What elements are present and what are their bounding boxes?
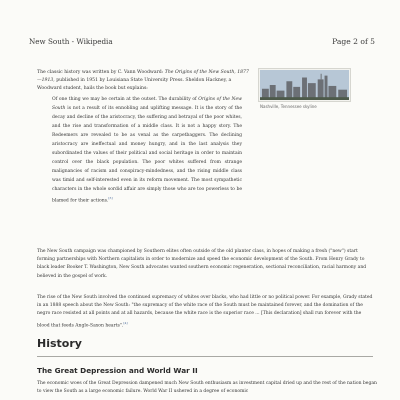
depression-wwii-subheading: The Great Depression and World War II [37, 366, 198, 375]
intro-paragraph [37, 69, 253, 94]
document-title: New South - Wikipedia [29, 37, 113, 46]
intro-text-end: , published in 1951 by Louisiana State University Press. Sheldon Hackney, a Woodward student, hails the book but explains: [37, 78, 232, 92]
block-quote [52, 95, 242, 206]
ground-strip [260, 97, 349, 100]
new-south-campaign-paragraph: The New South campaign was championed by Southern elites often outside of the old planter class, in hopes of making a fresh ("new") start forming partnerships with Northern capitalists in order to modernize and speed the economic development of the South. From Henry Grady to black leader Booker T. Washington, New South advocates wanted southern economic regeneration, sectional reconciliation, racial harmony and believed in the gospel of work. [37, 249, 367, 279]
quote-book-title: Origins of the New South [52, 97, 242, 111]
page-indicator: Page 2 of 5 [332, 37, 375, 46]
heading-divider [37, 356, 373, 357]
citation-4-link[interactable]: [4] [123, 320, 128, 325]
history-heading: History [37, 337, 82, 350]
quote-text-end: is not a result of its ennobling and uplifting message. It is the story of the decay and decline of the aristocracy, the suffering and betrayal of the poor whites, and the rise and transformation of a middle class. It is not a happy story. The Redeemers are revealed to be as venal as the carpetbaggers. The declining aristocracy are ineffectual and money hungry, and in the last analysis they subordinated the values of their political and social heritage in order to maintain control over the black population. The poor whites suffered from strange malignancies of racism and conspiracy-mindedness, and the rising middle class was timid and self-interested even in its reform movement. The most sympathetic characters in the whole sordid affair are simply those who are too powerless to be blamed for their actions. [52, 106, 242, 204]
image-caption: Nashville, Tennessee skyline [260, 104, 317, 109]
citation-3-link[interactable]: [3] [108, 196, 113, 200]
paragraph2-text: The rise of the New South involved the continued supremacy of whites over blacks, who had little or no political power. For example, Grady stated in an 1888 speech about the New South: "the supremacy of the white race of the South must be maintained forever, and the domination of the negro race resisted at all points and at all hazards, because the white race is the superior race ... [This declaration] shall run forever with the blood that feeds Anglo-Saxon hearts". [37, 295, 373, 329]
quote-text-start: Of one thing we may be certain at the outset. The durability of [52, 97, 199, 102]
white-supremacy-paragraph [37, 294, 373, 330]
depression-paragraph: The economic woes of the Great Depression dampened much New South enthusiasm as investment capital dried up and the rest of the nation began to view the South as a large economic failure. World War II ushered in a degree of economic [37, 381, 377, 395]
skyline-illustration [260, 70, 349, 100]
intro-book-title: The Origins of the New South, 1877—1913 [37, 70, 249, 84]
intro-text-start: The classic history was written by C. Vann Woodward: [37, 70, 165, 75]
skyline-image[interactable] [258, 68, 351, 102]
